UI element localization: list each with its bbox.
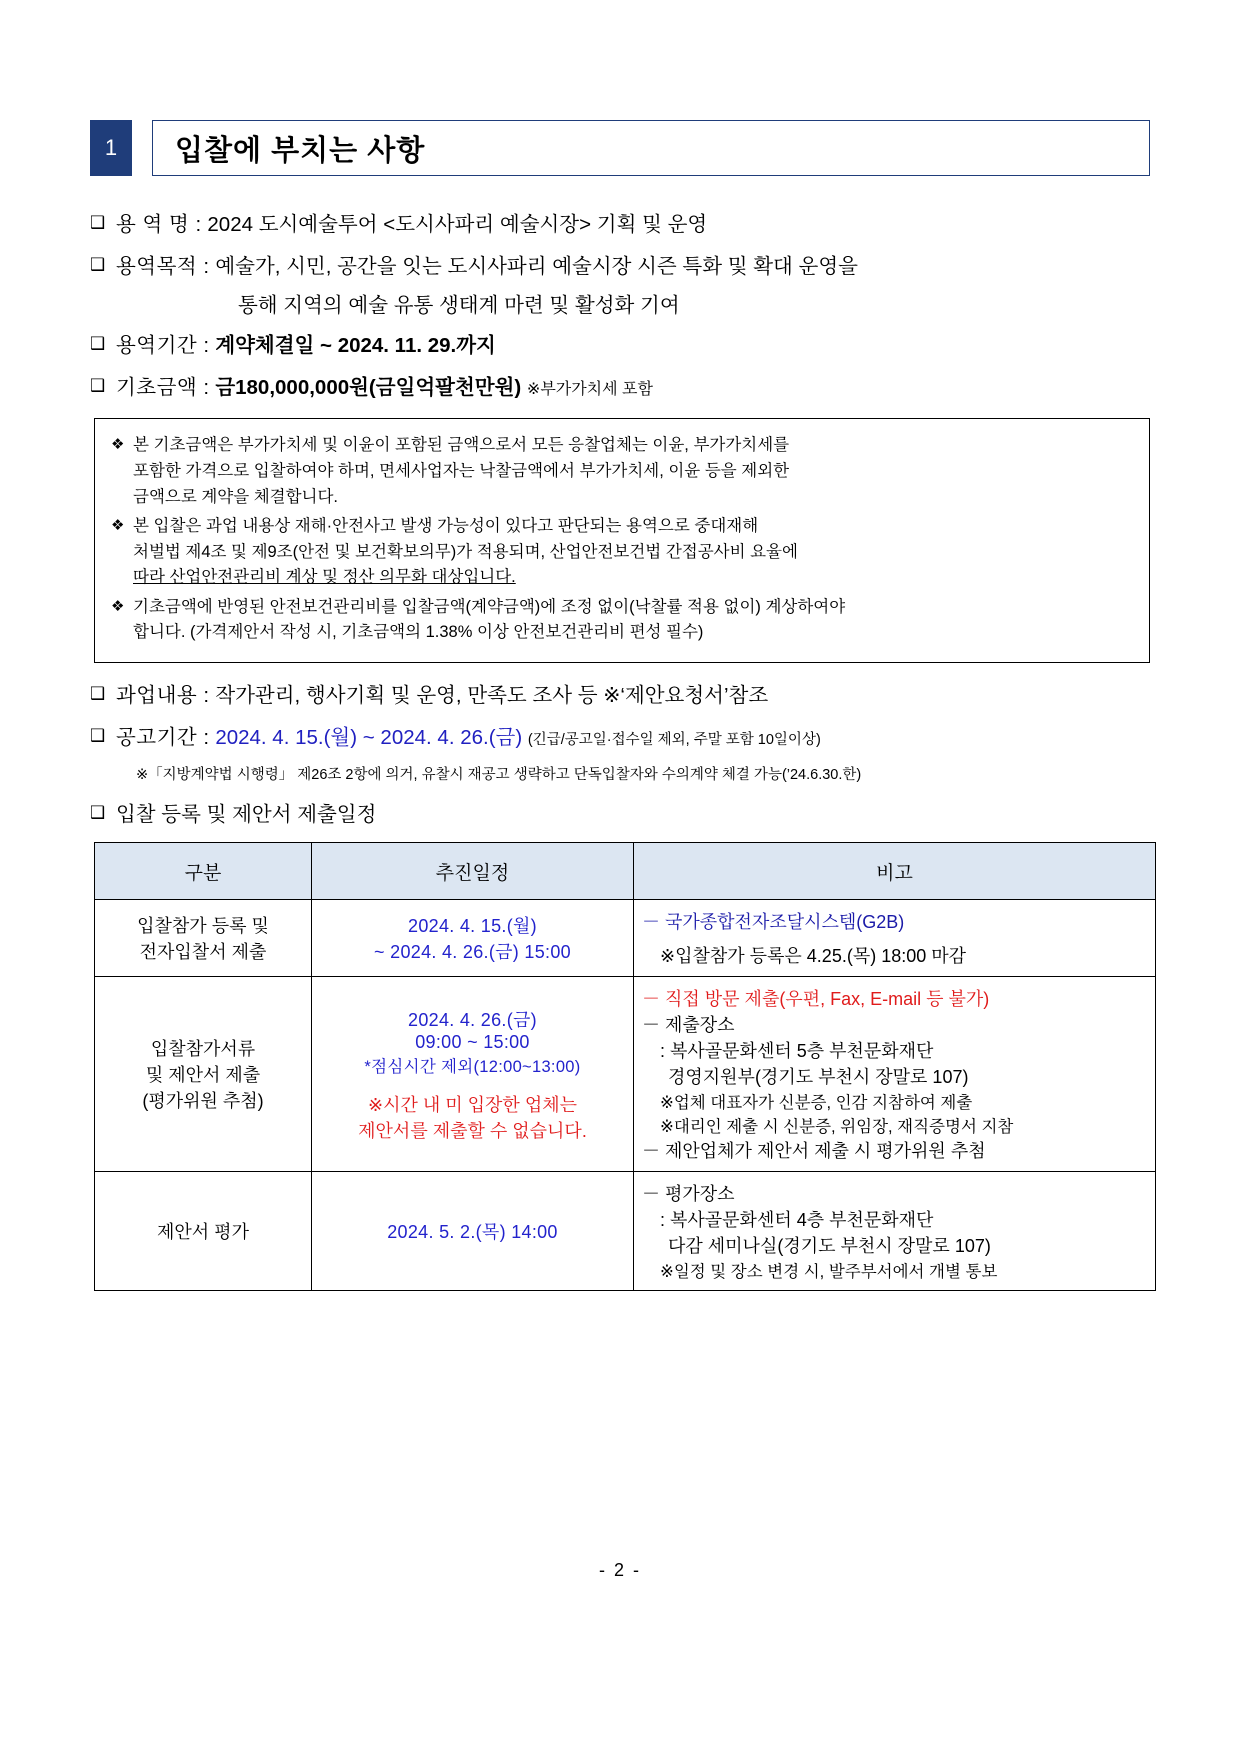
base-amount-value: 금180,000,000원(금일억팔천만원) <box>215 376 522 400</box>
checkbox-icon: ❑ <box>90 213 106 232</box>
cell-text: (평가위원 추첨) <box>142 1091 264 1112</box>
bullet-task-content <box>90 681 1150 710</box>
diamond-icon: ❖ <box>111 436 125 454</box>
note-item <box>111 433 1133 510</box>
table-row <box>95 1172 1156 1291</box>
service-period-label: 용역기간 : <box>116 334 210 358</box>
table-row <box>95 977 1156 1172</box>
table-header-row <box>95 843 1156 900</box>
cell-schedule <box>312 1172 634 1291</box>
cell-remarks <box>634 900 1156 977</box>
bullet-notice-period <box>90 723 1150 752</box>
cell-schedule <box>312 900 634 977</box>
cell-text: 2024. 5. 2.(목) 14:00 <box>387 1222 558 1243</box>
section-title-box <box>152 120 1150 176</box>
checkbox-icon: ❑ <box>90 255 106 275</box>
section-header <box>90 120 1150 176</box>
service-name-label: 용 역 명 : <box>116 213 202 236</box>
cell-remarks <box>634 977 1156 1172</box>
diamond-icon: ❖ <box>111 597 125 615</box>
checkbox-icon: ❑ <box>90 726 106 746</box>
note-line: 처벌법 제4조 및 제9조(안전 및 보건확보의무)가 적용되며, 산업안전보건법 간접공사비 요율에 <box>133 542 798 561</box>
bullet-base-amount <box>90 373 1150 402</box>
cell-text: 및 제안서 제출 <box>145 1065 261 1086</box>
cell-text: 제안서를 제출할 수 없습니다. <box>358 1120 587 1141</box>
service-purpose-label: 용역목적 : <box>116 255 210 279</box>
page-content <box>90 120 1150 1291</box>
cell-text: 경영지원부(경기도 부천시 장말로 107) <box>668 1067 969 1088</box>
notice-period-label: 공고기간 : <box>116 726 210 750</box>
bullet-service-period <box>90 331 1150 360</box>
page-number: - 2 - <box>598 1560 641 1580</box>
note-line: 합니다. (가격제안서 작성 시, 기초금액의 1.38% 이상 안전보건관리비 편성 필수) <box>133 623 704 642</box>
cell-text: ※대리인 제출 시 신분증, 위임장, 재직증명서 지참 <box>660 1118 1014 1137</box>
page-title: 입찰에 부치는 사항 <box>175 134 426 167</box>
checkbox-icon: ❑ <box>90 683 106 703</box>
section-number: 1 <box>90 120 132 176</box>
cell-category <box>95 1172 312 1291</box>
notice-period-value: 2024. 4. 15.(월) ~ 2024. 4. 26.(금) <box>215 726 523 750</box>
cell-text: － 제안업체가 제안서 제출 시 평가위원 추첨 <box>642 1141 986 1162</box>
cell-text: ※시간 내 미 입장한 업체는 <box>368 1094 577 1115</box>
note-item <box>111 595 1133 646</box>
cell-text: ※입찰참가 등록은 4.25.(목) 18:00 마감 <box>660 946 967 967</box>
note-line: 기초금액에 반영된 안전보건관리비를 입찰금액(계약금액)에 조정 없이(낙찰률 적용 없이) 계상하여야 <box>133 597 846 616</box>
schedule-heading-label: 입찰 등록 및 제안서 제출일정 <box>116 803 377 827</box>
cell-category <box>95 977 312 1172</box>
checkbox-icon: ❑ <box>90 376 106 396</box>
column-header-remarks: 비고 <box>634 843 1156 900</box>
cell-text: 2024. 4. 26.(금) <box>408 1009 537 1030</box>
cell-text: 2024. 4. 15.(월) <box>408 916 537 937</box>
note-line: 본 기초금액은 부가가치세 및 이윤이 포함된 금액으로서 모든 응찰업체는 이윤, 부가가치세를 <box>133 436 790 455</box>
note-line: 따라 산업안전관리비 계상 및 정산 의무화 대상입니다. <box>133 568 516 587</box>
note-item <box>111 514 1133 591</box>
cell-text: : 복사골문화센터 5층 부천문화재단 <box>660 1041 934 1062</box>
bullet-service-name <box>90 210 1150 239</box>
cell-text: 입찰참가서류 <box>150 1039 256 1060</box>
service-period-value: 계약체결일 ~ 2024. 11. 29.까지 <box>215 334 496 358</box>
service-purpose-value-line2: 통해 지역의 예술 유통 생태계 마련 및 활성화 기여 <box>238 294 680 318</box>
cell-text: *점심시간 제외(12:00~13:00) <box>364 1057 581 1076</box>
cell-text: 전자입찰서 제출 <box>139 942 267 963</box>
table-row <box>95 900 1156 977</box>
cell-text: 입찰참가 등록 및 <box>137 916 269 937</box>
schedule-table <box>94 842 1156 1291</box>
notice-period-note: (긴급/공고일·접수일 제외, 주말 포함 10일이상) <box>527 732 821 749</box>
checkbox-icon: ❑ <box>90 334 106 354</box>
task-content-value: 작가관리, 행사기획 및 운영, 만족도 조사 등 ※‘제안요청서’참조 <box>215 683 769 707</box>
service-purpose-value: 예술가, 시민, 공간을 잇는 도시사파리 예술시장 시즌 특화 및 확대 운영을 <box>215 255 858 279</box>
cell-text: ※업체 대표자가 신분증, 인감 지참하여 제출 <box>660 1094 973 1113</box>
cell-text: : 복사골문화센터 4층 부천문화재단 <box>660 1210 934 1231</box>
column-header-schedule: 추진일정 <box>312 843 634 900</box>
service-name-value: 2024 도시예술투어 <도시사파리 예술시장> 기획 및 운영 <box>207 213 708 236</box>
cell-text: － 국가종합전자조달시스템(G2B) <box>642 912 905 933</box>
bullet-schedule-heading <box>90 800 1150 829</box>
cell-text: ~ 2024. 4. 26.(금) 15:00 <box>374 942 571 963</box>
base-amount-note: ※부가가치세 포함 <box>526 381 653 399</box>
cell-text: 제안서 평가 <box>157 1222 249 1243</box>
note-line: 본 입찰은 과업 내용상 재해·안전사고 발생 가능성이 있다고 판단되는 용역으로 중대재해 <box>133 517 759 536</box>
note-line: 금액으로 계약을 체결합니다. <box>133 487 339 506</box>
notice-period-legal-note: ※「지방계약법 시행령」 제26조 2항에 의거, 유찰시 재공고 생략하고 단독입찰자와 수의계약 체결 가능(’24.6.30.한) <box>136 767 862 784</box>
checkbox-icon: ❑ <box>90 803 106 823</box>
task-content-label: 과업내용 : <box>116 683 210 707</box>
cell-schedule <box>312 977 634 1172</box>
base-amount-label: 기초금액 : <box>116 376 210 400</box>
cell-text: － 제출장소 <box>642 1015 735 1036</box>
diamond-icon: ❖ <box>111 517 125 535</box>
column-header-category: 구분 <box>95 843 312 900</box>
cell-remarks <box>634 1172 1156 1291</box>
bullet-service-purpose <box>90 252 1150 281</box>
base-amount-note-box <box>94 418 1150 663</box>
cell-text: 09:00 ~ 15:00 <box>415 1031 530 1052</box>
cell-text: － 평가장소 <box>642 1184 735 1205</box>
note-line: 포함한 가격으로 입찰하여야 하며, 면세사업자는 낙찰금액에서 부가가치세, 이윤 등을 제외한 <box>133 462 790 480</box>
cell-text: ※일정 및 장소 변경 시, 발주부서에서 개별 통보 <box>660 1263 998 1282</box>
cell-text: － 직접 방문 제출(우편, Fax, E-mail 등 불가) <box>642 989 990 1010</box>
cell-text: 다감 세미나실(경기도 부천시 장말로 107) <box>668 1236 991 1257</box>
cell-category <box>95 900 312 977</box>
